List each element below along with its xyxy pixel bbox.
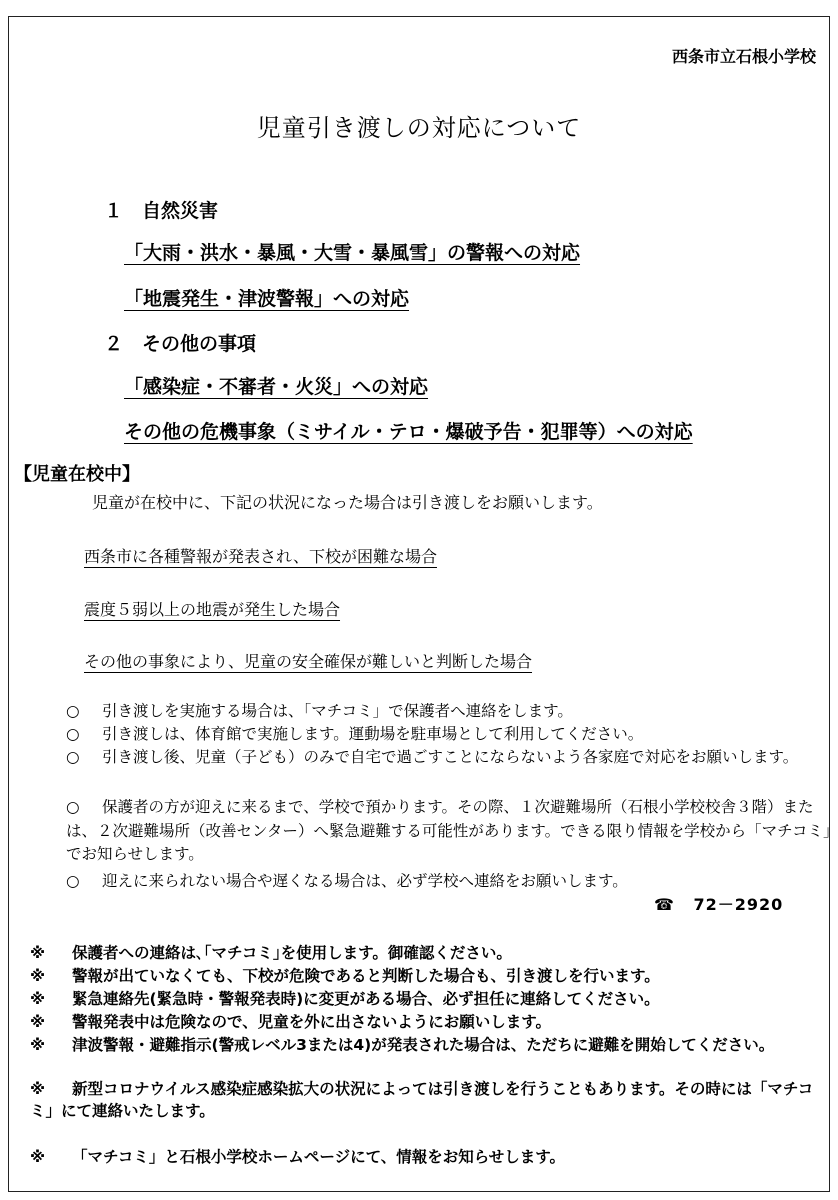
note-mark: ※: [30, 1148, 46, 1166]
note-item: [30, 965, 828, 987]
list-item: [66, 700, 832, 724]
note-item: [30, 1078, 828, 1122]
condition-2: 震度５弱以上の地震が発生した場合: [84, 600, 341, 619]
bullet-circle: ○: [66, 798, 80, 816]
note-text: 警報発表中は危険なので、児童を外に出さないようにお願いします。: [72, 1013, 551, 1031]
outline-item1-line1: 「大雨・洪水・暴風・大雪・暴風雪」の警報への対応: [124, 242, 581, 264]
note-item: [30, 1034, 828, 1056]
note-text: 「マチコミ」と石根小学校ホームページにて、情報をお知らせします。: [72, 1148, 566, 1166]
note-item: [30, 988, 828, 1010]
note-item: [30, 1146, 828, 1168]
telephone-icon: ☎: [654, 895, 675, 914]
note-mark: ※: [30, 990, 46, 1008]
bullet-circle: ○: [66, 702, 80, 720]
bullet-text: 保護者の方が迎えに来るまで、学校で預かります。その際、１次避難場所（石根小学校校舎３階）または、２次避難場所（改善センター）へ緊急避難する可能性があります。できる限り情報を学校から「マチコミ」でお知らせします。: [66, 798, 831, 863]
section-label: 【児童在校中】: [14, 464, 140, 485]
list-item: [66, 723, 832, 747]
bullet-circle: ○: [66, 725, 80, 743]
bullet-text: 引き渡しを実施する場合は、「マチコミ」で保護者へ連絡をします。: [102, 702, 573, 720]
outline-item2-heading: ２ その他の事項: [104, 333, 257, 355]
note-text: 保護者への連絡は､｢マチコミ｣を使用します。御確認ください。: [72, 944, 512, 962]
note-text: 新型コロナウイルス感染症感染拡大の状況によっては引き渡しを行うこともあります。その時には「マチコミ」にて連絡いたします。: [30, 1080, 814, 1120]
note-text: 緊急連絡先(緊急時・警報発表時)に変更がある場合、必ず担任に連絡してください。: [72, 990, 660, 1008]
note-mark: ※: [30, 944, 46, 962]
bullet-text: 引き渡しは、体育館で実施します。運動場を駐車場として利用してください。: [102, 725, 644, 743]
phone-number: 72－2920: [693, 895, 784, 914]
bullet-circle: ○: [66, 748, 80, 766]
section-intro: 児童が在校中に、下記の状況になった場合は引き渡しをお願いします。: [92, 493, 603, 512]
note-mark: ※: [30, 1036, 46, 1054]
note-mark: ※: [30, 967, 46, 985]
note-text: 津波警報・避難指示(警戒レベル3または4)が発表された場合は、ただちに避難を開始してください。: [72, 1036, 775, 1054]
condition-1: 西条市に各種警報が発表され、下校が困難な場合: [84, 547, 437, 566]
page-title: 児童引き渡しの対応について: [256, 114, 582, 142]
outline-item2-line2: その他の危機事象（ミサイル・テロ・爆破予告・犯罪等）への対応: [124, 421, 693, 443]
note-text: 警報が出ていなくても、下校が危険であると判断した場合も、引き渡しを行います。: [72, 967, 660, 985]
note-mark: ※: [30, 1080, 46, 1098]
bullet-text: 引き渡し後、児童（子ども）のみで自宅で過ごすことにならないよう各家庭で対応をお願いします。: [102, 748, 799, 766]
list-item: [66, 746, 832, 770]
list-item: [66, 796, 832, 867]
bullet-text: 迎えに来られない場合や遅くなる場合は、必ず学校へ連絡をお願いします。: [102, 872, 628, 890]
bullet-circle: ○: [66, 872, 80, 890]
outline-item2-line1: 「感染症・不審者・火災」への対応: [124, 376, 429, 398]
note-item: [30, 942, 828, 964]
note-item: [30, 1011, 828, 1033]
list-item: [66, 870, 832, 894]
outline-item1-line2: 「地震発生・津波警報」への対応: [124, 288, 410, 310]
school-phone: [654, 892, 783, 915]
note-mark: ※: [30, 1013, 46, 1031]
condition-3: その他の事象により、児童の安全確保が難しいと判断した場合: [84, 652, 533, 671]
school-name: 西条市立石根小学校: [671, 47, 816, 66]
outline-item1-heading: １ 自然災害: [104, 200, 219, 222]
